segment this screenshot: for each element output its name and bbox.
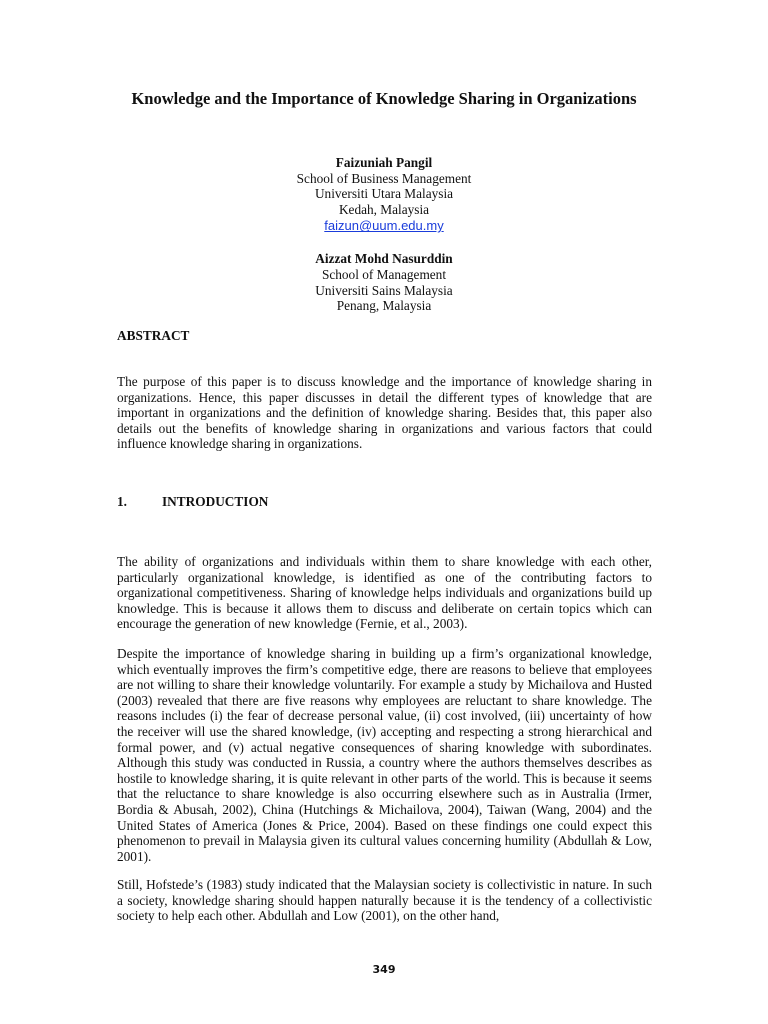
author-2-name: Aizzat Mohd Nasurddin	[315, 251, 453, 267]
section-title: INTRODUCTION	[162, 494, 269, 509]
intro-paragraph-3: Still, Hofstede’s (1983) study indicated that the Malaysian society is collectivistic in nature. In such a society, knowledge sharing should happen naturally because it is the tendency of a collectivistic society to help each other. Abdullah and Low (2001), on the other hand,	[117, 877, 652, 924]
author-1-email-link[interactable]: faizun@uum.edu.my	[324, 218, 444, 234]
abstract-heading: ABSTRACT	[117, 328, 190, 343]
author-spacer	[184, 234, 584, 251]
abstract-text: The purpose of this paper is to discuss knowledge and the importance of knowledge sharing in organizations. Hence, this paper discusses in detail the different types of knowledge that are important in organizations and the definition of knowledge sharing. Besides that, this paper also details out the benefits of knowledge sharing in organizations and various factors that could influence knowledge sharing in organizations.	[117, 374, 652, 452]
paper-title: Knowledge and the Importance of Knowledge Sharing in Organizations	[131, 89, 637, 108]
page-number: 349	[372, 963, 396, 976]
author-2-school: School of Management	[321, 266, 447, 282]
author-1-location: Kedah, Malaysia	[338, 201, 430, 217]
section-number: 1.	[117, 494, 127, 509]
author-block	[184, 155, 584, 314]
introduction-heading	[117, 494, 268, 510]
author-2-university: Universiti Sains Malaysia	[315, 282, 453, 298]
intro-paragraph-2: Despite the importance of knowledge sharing in building up a firm’s organizational knowledge, which eventually improves the firm’s competitive edge, there are reasons to believe that employees are not willing to share their knowledge voluntarily. For example a study by Michailova and Husted (2003) revealed that there are five reasons why employees are reluctant to share knowledge. The reasons includes (i) the fear of decrease personal value, (ii) cost involved, (iii) uncertainty of how the receiver will use the shared knowledge, (iv) accepting and respecting a strong hierarchical and formal power, and (v) actual negative consequences of sharing knowledge with subordinates. Although this study was conducted in Russia, a country where the authors themselves describes as hostile to knowledge sharing, it is quite relevant in other parts of the world. This is because it seems that the reluctance to share knowledge is also occurring elsewhere such as in Australia (Irmer, Bordia & Abusah, 2002), China (Hutchings & Michailova, 2004), Taiwan (Wang, 2004) and the United States of America (Jones & Price, 2004). Based on these findings one could expect this phenomenon to prevail in Malaysia given its cultural values concerning humility (Abdullah & Low, 2001).	[117, 646, 652, 864]
author-1-name: Faizuniah Pangil	[335, 155, 433, 170]
author-2-location: Penang, Malaysia	[336, 298, 432, 314]
author-1-university: Universiti Utara Malaysia	[314, 186, 454, 202]
author-1-school: School of Business Management	[296, 170, 472, 186]
intro-paragraph-1: The ability of organizations and individuals within them to share knowledge with each other, particularly organizational knowledge, is identified as one of the contributing factors to organizational competitiveness. Sharing of knowledge helps individuals and organizations build up knowledge. This is because it allows them to discuss and deliberate on certain topics which can encourage the generation of new knowledge (Fernie, et al., 2003).	[117, 554, 652, 632]
